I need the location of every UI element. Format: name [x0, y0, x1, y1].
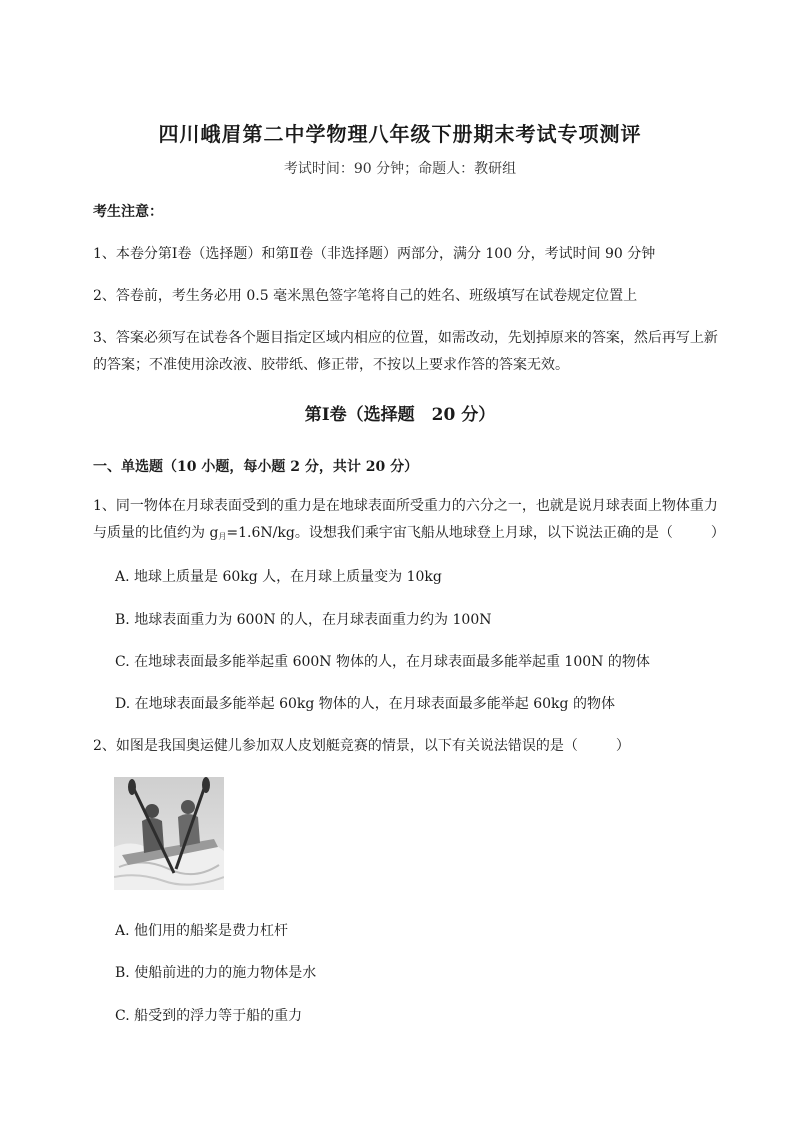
q1-option-b: B. 地球表面重力为 600N 的人，在月球表面重力约为 100N	[115, 612, 492, 628]
exam-info: 考试时间：90 分钟；命题人：教研组	[283, 161, 517, 177]
kayak-photo	[114, 777, 224, 890]
q2-option-b: B. 使船前进的力的施力物体是水	[115, 965, 317, 981]
q1-option-c: C. 在地球表面最多能举起重 600N 物体的人，在月球表面最多能举起重 100N 的物体	[115, 654, 650, 670]
q1-option-a: A. 地球上质量是 60kg 人，在月球上质量变为 10kg	[115, 569, 442, 585]
part-heading: 一、单选题（10 小题，每小题 2 分，共计 20 分）	[93, 459, 419, 475]
q1-stem-line2	[93, 522, 725, 548]
q2-stem-text: 2、如图是我国奥运健儿参加双人皮划艇竞赛的情景，以下有关说法错误的是（	[93, 738, 578, 754]
note-item-3: 3、答案必须写在试卷各个题目指定区域内相应的位置，如需改动，先划掉原来的答案，然后再写上新	[93, 330, 718, 346]
q2-option-c: C. 船受到的浮力等于船的重力	[115, 1008, 303, 1024]
q1-subscript: 月	[218, 532, 227, 541]
page-title: 四川峨眉第二中学物理八年级下册期末考试专项测评	[158, 122, 642, 146]
q1-stem-line1: 1、同一物体在月球表面受到的重力是在地球表面所受重力的六分之一，也就是说月球表面上物体重力	[93, 498, 718, 514]
note-item-3-cont: 的答案；不准使用涂改液、胶带纸、修正带，不按以上要求作答的答案无效。	[93, 357, 569, 373]
q2-paren-close: ）	[615, 738, 630, 754]
q1-stem-post: =1.6N/kg。设想我们乘宇宙飞船从地球登上月球，以下说法正确的是（	[226, 525, 673, 541]
note-item-2: 2、答卷前，考生务必用 0.5 毫米黑色签字笔将自己的姓名、班级填写在试卷规定位置上	[93, 288, 638, 304]
q1-paren-close: ）	[710, 525, 725, 541]
q1-stem-pre: 与质量的比值约为 g	[93, 525, 219, 541]
q2-option-a: A. 他们用的船桨是费力杠杆	[115, 923, 289, 939]
note-item-1: 1、本卷分第Ⅰ卷（选择题）和第Ⅱ卷（非选择题）两部分，满分 100 分，考试时间 90 分钟	[93, 246, 656, 262]
notes-heading: 考生注意：	[93, 204, 163, 220]
q1-option-d: D. 在地球表面最多能举起 60kg 物体的人，在月球表面最多能举起 60kg 的物体	[115, 696, 615, 712]
q2-stem	[93, 735, 630, 757]
section-title: 第Ⅰ卷（选择题 20 分）	[304, 405, 496, 425]
